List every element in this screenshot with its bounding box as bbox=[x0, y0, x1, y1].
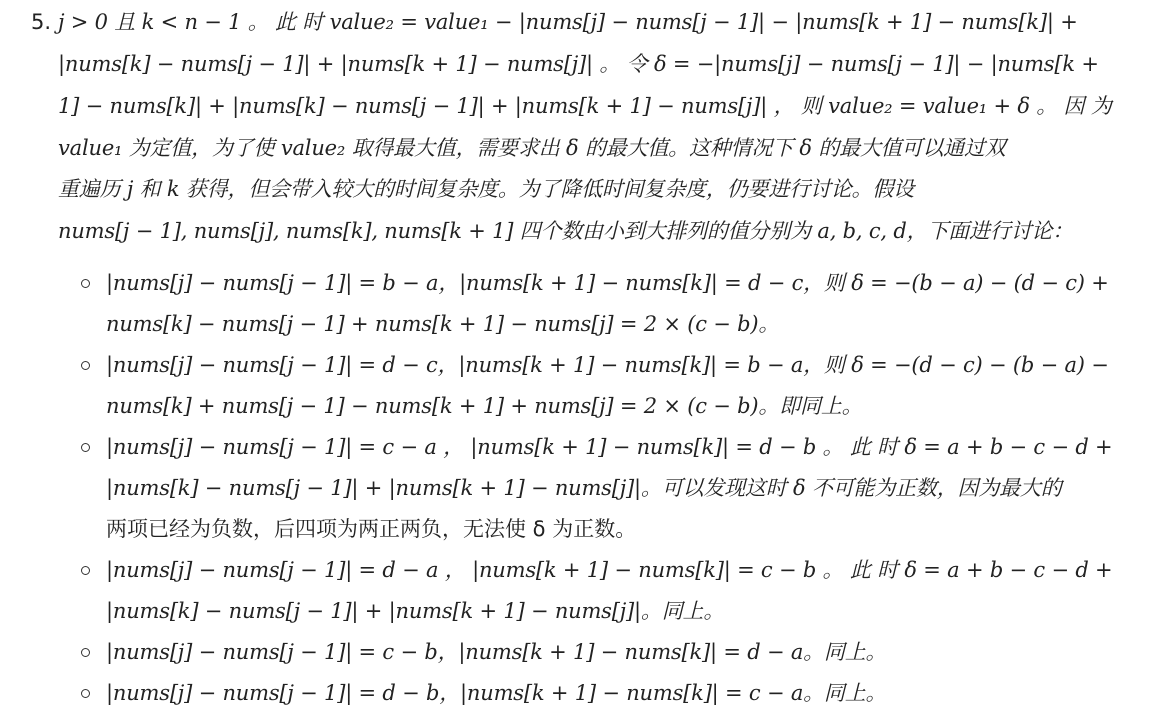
case-line: |nums[k] − nums[j − 1]| + |nums[k + 1] − nums[j]|。可以发现这时 δ 不可能为正数，因为最大的 bbox=[106, 476, 1062, 500]
case-line: |nums[j] − nums[j − 1]| = d − b，|nums[k + 1] − nums[k]| = c − a。同上。 bbox=[106, 681, 887, 705]
case-line: |nums[j] − nums[j − 1]| = c − b，|nums[k + 1] − nums[k]| = d − a。同上。 bbox=[106, 640, 887, 664]
bullet-icon bbox=[81, 648, 90, 657]
bullet-icon bbox=[81, 279, 90, 288]
case-line: 两项已经为负数，后四项为两正两负，无法使 δ 为正数。 bbox=[106, 517, 637, 541]
case-line: |nums[j] − nums[j − 1]| = d − a ， |nums[k + 1] − nums[k]| = c − b 。 此 时 δ = a + b − c − d + bbox=[106, 558, 1113, 582]
case-line: nums[k] − nums[j − 1] + nums[k + 1] − nums[j] = 2 × (c − b)。 bbox=[106, 312, 780, 336]
bullet-icon bbox=[81, 361, 90, 370]
paragraph-line: |nums[k] − nums[j − 1]| + |nums[k + 1] − nums[j]| 。 令 δ = −|nums[j] − nums[j − 1]| − |nums[k + bbox=[58, 52, 1099, 76]
paragraph-line: 重遍历 j 和 k 获得，但会带入较大的时间复杂度。为了降低时间复杂度，仍要进行讨论。假设 bbox=[58, 177, 914, 201]
case-line: |nums[j] − nums[j − 1]| = b − a，|nums[k + 1] − nums[k]| = d − c，则 δ = −(b − a) − (d − c) + bbox=[106, 271, 1109, 295]
bullet-icon bbox=[81, 689, 90, 698]
list-number: 5. bbox=[31, 10, 52, 34]
case-line: nums[k] + nums[j − 1] − nums[k + 1] + nums[j] = 2 × (c − b)。即同上。 bbox=[106, 394, 863, 418]
case-line: |nums[k] − nums[j − 1]| + |nums[k + 1] − nums[j]|。同上。 bbox=[106, 599, 725, 623]
paragraph-line: value₁ 为定值，为了使 value₂ 取得最大值，需要求出 δ 的最大值。这种情况下 δ 的最大值可以通过双 bbox=[58, 136, 1006, 160]
paragraph-line: 1] − nums[k]| + |nums[k] − nums[j − 1]| + |nums[k + 1] − nums[j]| ， 则 value₂ = value₁ + δ 。 因 为 bbox=[58, 94, 1112, 118]
case-line: |nums[j] − nums[j − 1]| = c − a ， |nums[k + 1] − nums[k]| = d − b 。 此 时 δ = a + b − c − d + bbox=[106, 435, 1113, 459]
bullet-icon bbox=[81, 443, 90, 452]
bullet-icon bbox=[81, 566, 90, 575]
case-line: |nums[j] − nums[j − 1]| = d − c，|nums[k + 1] − nums[k]| = b − a，则 δ = −(d − c) − (b − a) − bbox=[106, 353, 1109, 377]
paragraph-line: j > 0 且 k < n − 1 。 此 时 value₂ = value₁ − |nums[j] − nums[j − 1]| − |nums[k + 1] − nums[k]| + bbox=[58, 10, 1078, 34]
paragraph-line: nums[j − 1], nums[j], nums[k], nums[k + 1] 四个数由小到大排列的值分别为 a, b, c, d，下面进行讨论： bbox=[58, 219, 1074, 243]
